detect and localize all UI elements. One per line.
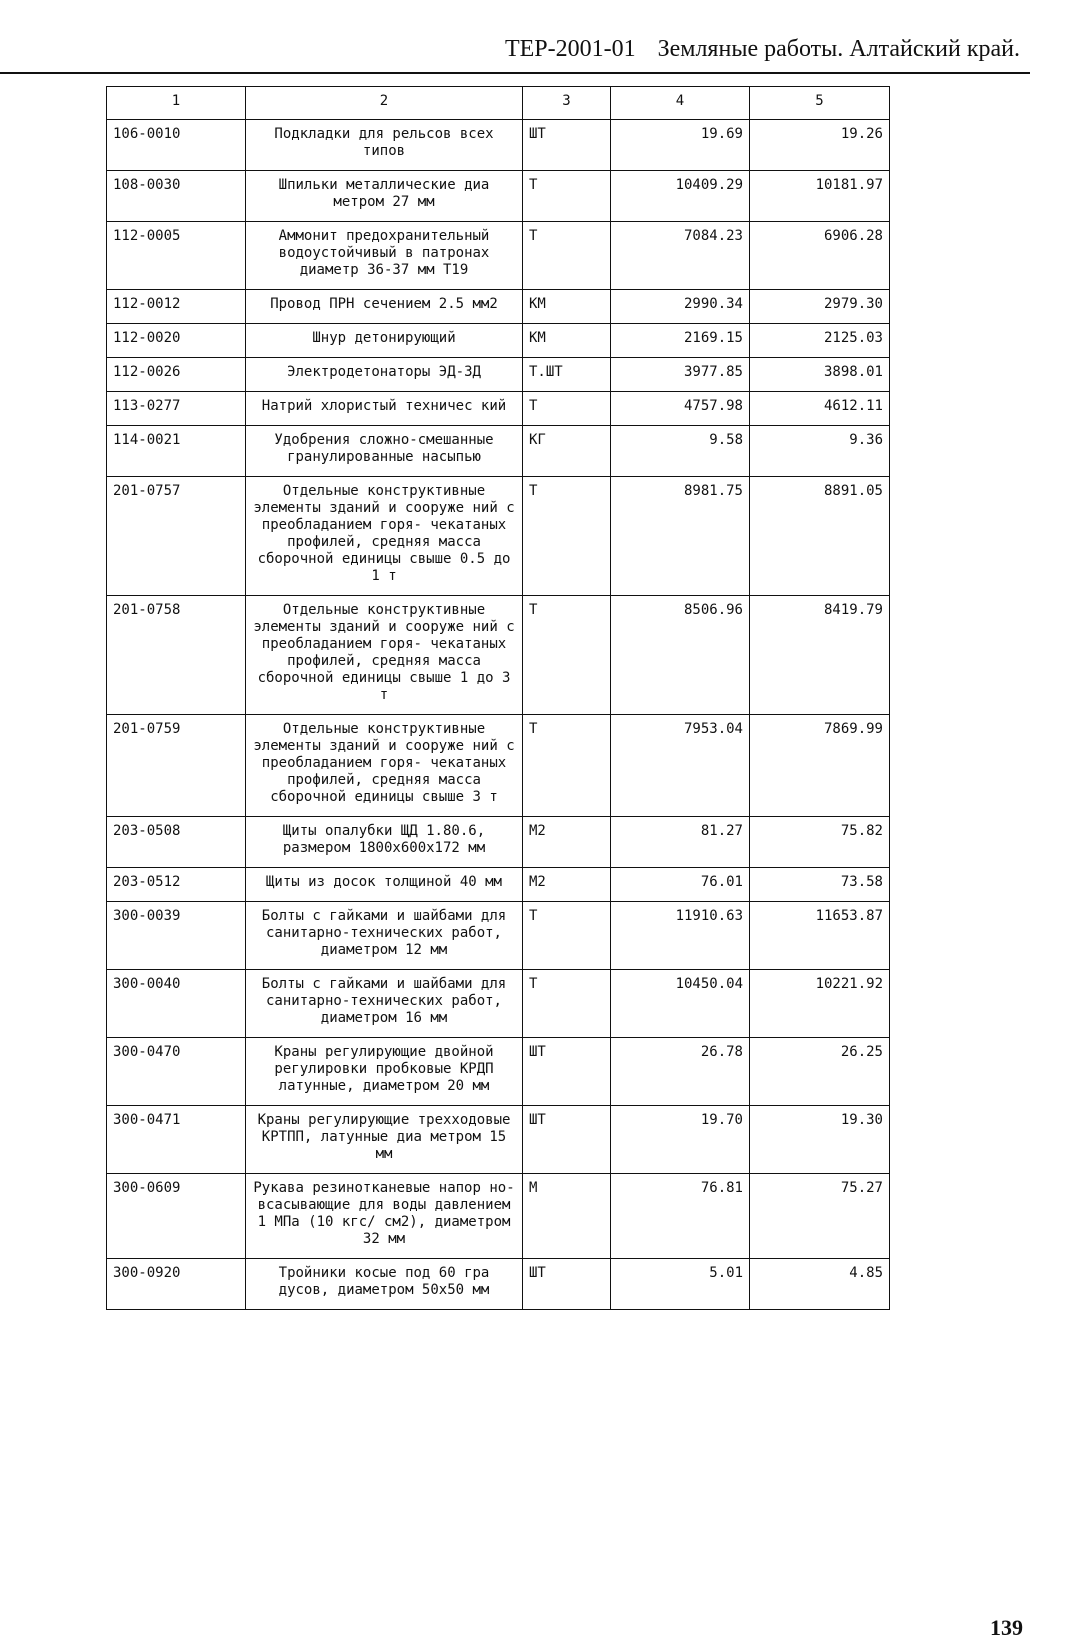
price-table xyxy=(106,86,890,1310)
row-unit: Т.ШТ xyxy=(523,358,611,392)
row-value-4: 26.78 xyxy=(611,1038,750,1106)
column-header: 3 xyxy=(523,87,611,120)
row-name: Шпильки металлические диа метром 27 мм xyxy=(246,171,523,222)
table-row xyxy=(107,171,890,222)
row-value-4: 7953.04 xyxy=(611,715,750,817)
table-row xyxy=(107,1259,890,1310)
row-unit: Т xyxy=(523,596,611,715)
row-value-5: 75.82 xyxy=(750,817,890,868)
row-value-4: 10450.04 xyxy=(611,970,750,1038)
row-code: 112-0005 xyxy=(107,222,246,290)
table-row xyxy=(107,1106,890,1174)
row-code: 114-0021 xyxy=(107,426,246,477)
table-row xyxy=(107,222,890,290)
row-name: Рукава резинотканевые напор но-всасывающие для воды давлением 1 МПа (10 кгс/ см2), диаметром 32 мм xyxy=(246,1174,523,1259)
row-value-5: 7869.99 xyxy=(750,715,890,817)
row-unit: ШТ xyxy=(523,120,611,171)
table-row xyxy=(107,290,890,324)
table-row xyxy=(107,324,890,358)
row-name: Щиты из досок толщиной 40 мм xyxy=(246,868,523,902)
row-value-5: 4.85 xyxy=(750,1259,890,1310)
row-name: Подкладки для рельсов всех типов xyxy=(246,120,523,171)
row-code: 201-0759 xyxy=(107,715,246,817)
table-row xyxy=(107,970,890,1038)
row-unit: КМ xyxy=(523,324,611,358)
table-row xyxy=(107,715,890,817)
row-value-4: 8506.96 xyxy=(611,596,750,715)
row-value-4: 4757.98 xyxy=(611,392,750,426)
row-unit: ШТ xyxy=(523,1259,611,1310)
row-value-4: 2169.15 xyxy=(611,324,750,358)
row-value-4: 11910.63 xyxy=(611,902,750,970)
row-value-5: 10181.97 xyxy=(750,171,890,222)
row-name: Провод ПРН сечением 2.5 мм2 xyxy=(246,290,523,324)
row-code: 112-0012 xyxy=(107,290,246,324)
table-row xyxy=(107,902,890,970)
row-value-5: 3898.01 xyxy=(750,358,890,392)
row-code: 112-0020 xyxy=(107,324,246,358)
table-row xyxy=(107,392,890,426)
header-text xyxy=(505,36,1020,63)
table-body xyxy=(107,120,890,1310)
row-value-5: 19.30 xyxy=(750,1106,890,1174)
row-name: Аммонит предохранительный водоустойчивый в патронах диаметр 36-37 мм Т19 xyxy=(246,222,523,290)
row-unit: Т xyxy=(523,970,611,1038)
table-row xyxy=(107,1174,890,1259)
column-header: 1 xyxy=(107,87,246,120)
document-code: ТЕР-2001-01 xyxy=(504,36,636,62)
row-value-4: 8981.75 xyxy=(611,477,750,596)
row-code: 113-0277 xyxy=(107,392,246,426)
row-code: 300-0039 xyxy=(107,902,246,970)
row-code: 203-0508 xyxy=(107,817,246,868)
row-value-4: 3977.85 xyxy=(611,358,750,392)
column-header: 2 xyxy=(246,87,523,120)
row-name: Отдельные конструктивные элементы зданий и сооруже ний с преобладанием горя- чекатаных профилей, средняя масса сборочной единицы свыше 0.5 до 1 т xyxy=(246,477,523,596)
row-unit: Т xyxy=(523,477,611,596)
row-code: 201-0757 xyxy=(107,477,246,596)
row-code: 300-0040 xyxy=(107,970,246,1038)
table-header-row xyxy=(107,87,890,120)
document-title: Земляные работы. Алтайский край. xyxy=(657,36,1020,62)
row-value-4: 76.01 xyxy=(611,868,750,902)
row-value-4: 9.58 xyxy=(611,426,750,477)
row-value-5: 8419.79 xyxy=(750,596,890,715)
row-name: Отдельные конструктивные элементы зданий и сооруже ний с преобладанием горя- чекатаных профилей, средняя масса сборочной единицы свыше 1 до 3 т xyxy=(246,596,523,715)
table-row xyxy=(107,868,890,902)
row-value-4: 19.70 xyxy=(611,1106,750,1174)
table-row xyxy=(107,477,890,596)
row-unit: ШТ xyxy=(523,1038,611,1106)
row-unit: ШТ xyxy=(523,1106,611,1174)
row-code: 300-0471 xyxy=(107,1106,246,1174)
row-value-5: 2125.03 xyxy=(750,324,890,358)
row-unit: М2 xyxy=(523,868,611,902)
row-name: Болты с гайками и шайбами для санитарно-технических работ, диаметром 12 мм xyxy=(246,902,523,970)
row-value-5: 73.58 xyxy=(750,868,890,902)
row-code: 300-0609 xyxy=(107,1174,246,1259)
table-row xyxy=(107,358,890,392)
row-value-4: 10409.29 xyxy=(611,171,750,222)
row-name: Краны регулирующие трехходовые КРТПП, латунные диа метром 15 мм xyxy=(246,1106,523,1174)
row-value-5: 4612.11 xyxy=(750,392,890,426)
row-unit: М2 xyxy=(523,817,611,868)
page-header xyxy=(0,36,1030,74)
table-row xyxy=(107,426,890,477)
row-unit: Т xyxy=(523,392,611,426)
table-row xyxy=(107,120,890,171)
row-unit: М xyxy=(523,1174,611,1259)
row-value-5: 8891.05 xyxy=(750,477,890,596)
row-code: 106-0010 xyxy=(107,120,246,171)
row-value-5: 2979.30 xyxy=(750,290,890,324)
row-value-4: 2990.34 xyxy=(611,290,750,324)
table-row xyxy=(107,1038,890,1106)
row-value-4: 81.27 xyxy=(611,817,750,868)
row-unit: КМ xyxy=(523,290,611,324)
page-number: 139 xyxy=(990,1615,1023,1640)
table-row xyxy=(107,817,890,868)
row-code: 108-0030 xyxy=(107,171,246,222)
row-name: Электродетонаторы ЭД-ЗД xyxy=(246,358,523,392)
row-unit: Т xyxy=(523,715,611,817)
row-name: Отдельные конструктивные элементы зданий и сооруже ний с преобладанием горя- чекатаных профилей, средняя масса сборочной единицы свыше 3 т xyxy=(246,715,523,817)
column-header: 4 xyxy=(611,87,750,120)
row-name: Натрий хлористый техничес кий xyxy=(246,392,523,426)
row-value-4: 7084.23 xyxy=(611,222,750,290)
row-code: 201-0758 xyxy=(107,596,246,715)
row-value-5: 9.36 xyxy=(750,426,890,477)
row-value-4: 76.81 xyxy=(611,1174,750,1259)
row-value-5: 6906.28 xyxy=(750,222,890,290)
row-value-5: 26.25 xyxy=(750,1038,890,1106)
row-value-5: 10221.92 xyxy=(750,970,890,1038)
row-name: Краны регулирующие двойной регулировки пробковые КРДП латунные, диаметром 20 мм xyxy=(246,1038,523,1106)
row-name: Удобрения сложно-смешанные гранулированные насыпью xyxy=(246,426,523,477)
row-value-4: 5.01 xyxy=(611,1259,750,1310)
row-code: 112-0026 xyxy=(107,358,246,392)
row-value-5: 19.26 xyxy=(750,120,890,171)
row-name: Шнур детонирующий xyxy=(246,324,523,358)
row-unit: Т xyxy=(523,902,611,970)
row-value-4: 19.69 xyxy=(611,120,750,171)
table-row xyxy=(107,596,890,715)
row-unit: Т xyxy=(523,222,611,290)
row-unit: КГ xyxy=(523,426,611,477)
row-code: 300-0470 xyxy=(107,1038,246,1106)
column-header: 5 xyxy=(750,87,890,120)
row-code: 203-0512 xyxy=(107,868,246,902)
row-value-5: 75.27 xyxy=(750,1174,890,1259)
row-name: Болты с гайками и шайбами для санитарно-технических работ, диаметром 16 мм xyxy=(246,970,523,1038)
row-name: Щиты опалубки ЩД 1.80.6, размером 1800х600х172 мм xyxy=(246,817,523,868)
row-unit: Т xyxy=(523,171,611,222)
row-code: 300-0920 xyxy=(107,1259,246,1310)
row-name: Тройники косые под 60 гра дусов, диаметром 50х50 мм xyxy=(246,1259,523,1310)
row-value-5: 11653.87 xyxy=(750,902,890,970)
